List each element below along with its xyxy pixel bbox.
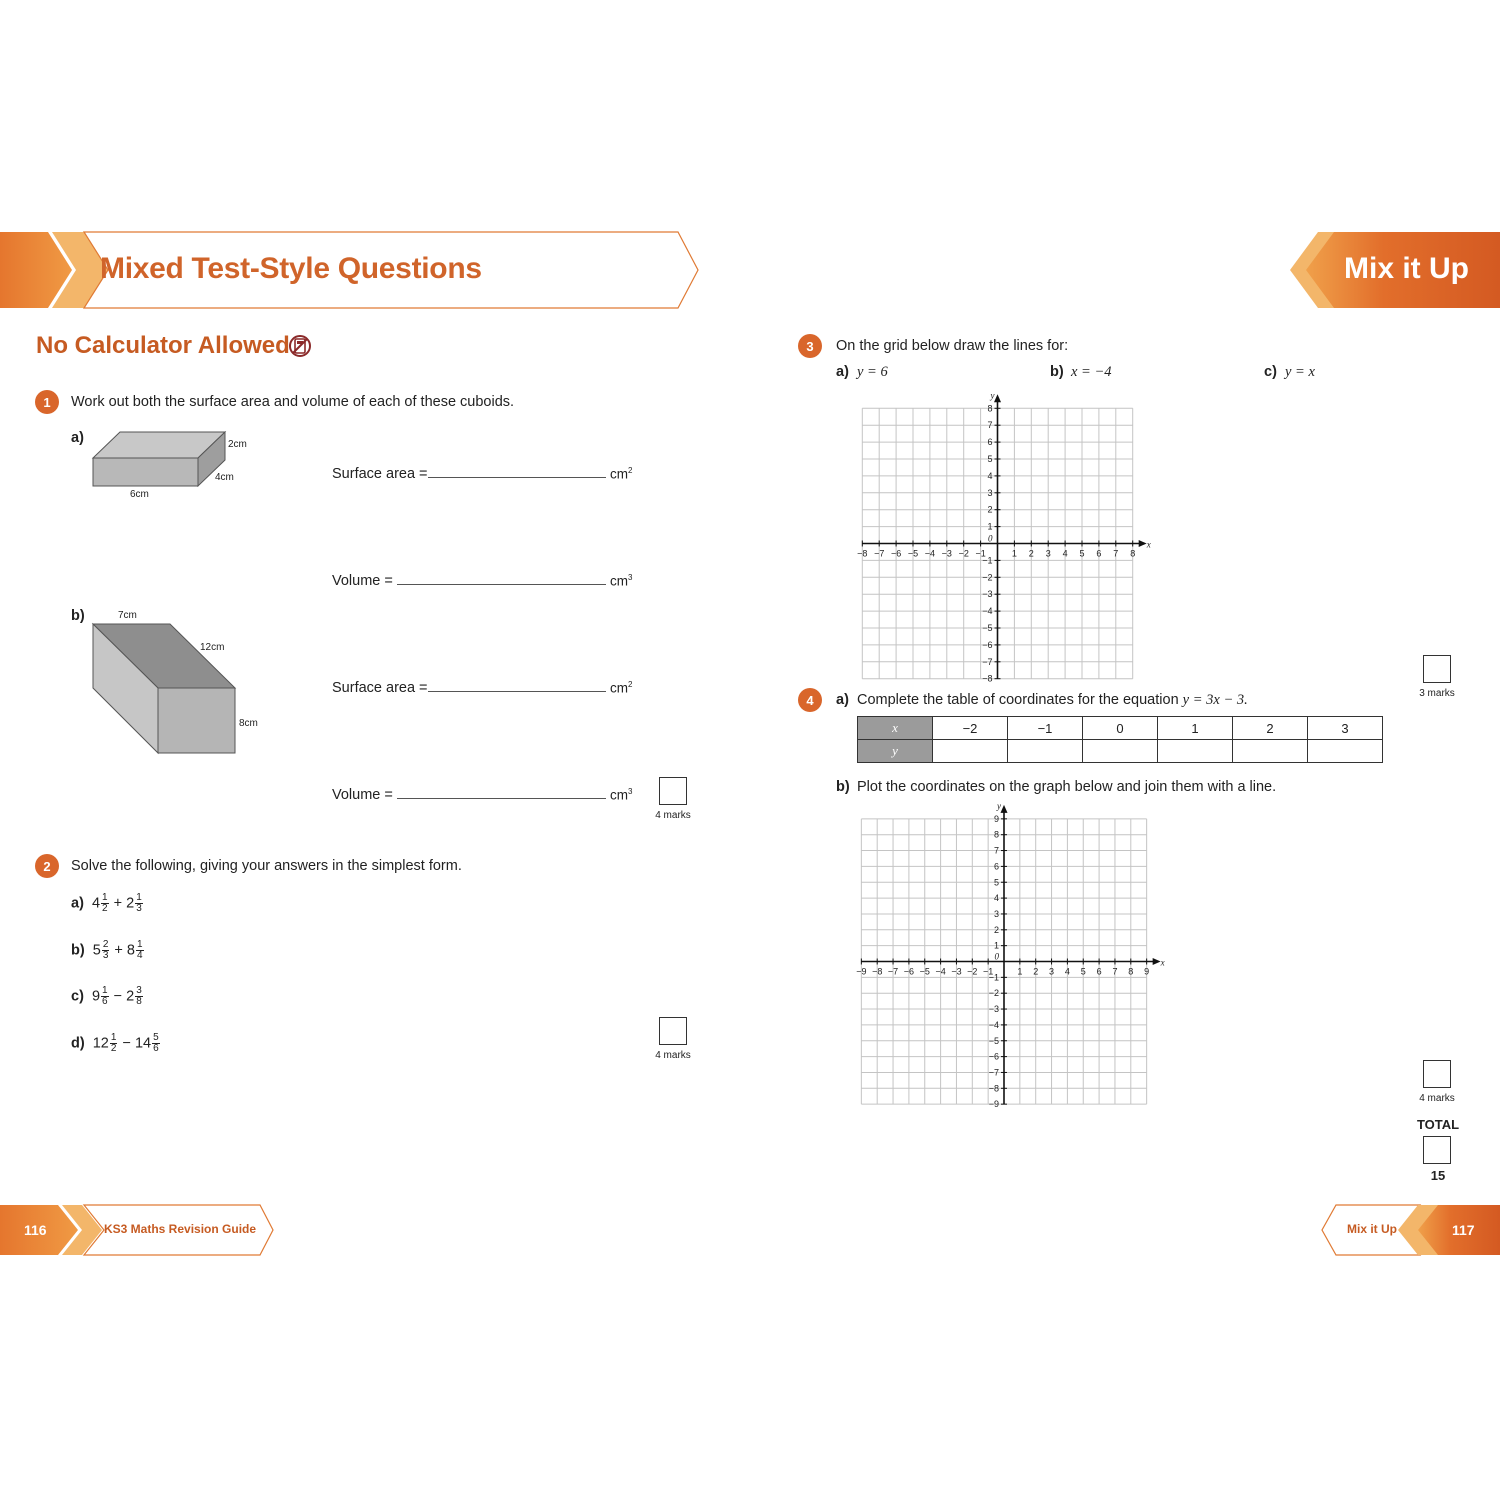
q4-equation: y = 3x − 3. xyxy=(1182,692,1248,708)
x-tick-label: 4 xyxy=(1064,966,1070,977)
q4-marks: 4 marks xyxy=(1419,1093,1455,1104)
x-tick-label: 2 xyxy=(1033,966,1039,977)
q3-part-b-eq: x = −4 xyxy=(1071,364,1112,380)
x-tick-label: −4 xyxy=(935,966,946,977)
cuboid-a-diagram xyxy=(88,425,268,505)
x-tick-label: 9 xyxy=(1144,966,1150,977)
q4-part-b-text: Plot the coordinates on the graph below and join them with a line. xyxy=(857,779,1277,795)
x-tick-label: −3 xyxy=(951,966,962,977)
question-number-3: 3 xyxy=(798,334,822,358)
x-tick-label: 3 xyxy=(1045,548,1051,559)
x-tick-label: 5 xyxy=(1079,548,1085,559)
table-cell-y-input[interactable] xyxy=(1083,740,1158,763)
y-tick-label: −2 xyxy=(982,572,993,583)
table-cell-x: 3 xyxy=(1308,717,1383,740)
y-tick-label: −3 xyxy=(988,1004,999,1015)
q4-coordinate-grid[interactable] xyxy=(850,797,1168,1107)
page-number-right: 117 xyxy=(1452,1222,1475,1238)
q4-part-b-label: b) xyxy=(836,779,850,795)
volume-answer-a[interactable] xyxy=(397,584,606,585)
footer-left-text: KS3 Maths Revision Guide xyxy=(104,1222,257,1236)
x-tick-label: 1 xyxy=(1017,966,1023,977)
q3-part-b-label: b) xyxy=(1050,364,1064,380)
q4-part-a-label: a) xyxy=(836,692,849,708)
fraction: $\frac{1}{2}$ xyxy=(110,1032,117,1054)
table-cell-y-input[interactable] xyxy=(1308,740,1383,763)
page-title: Mixed Test-Style Questions xyxy=(100,252,482,285)
q3-part-a-label: a) xyxy=(836,364,849,380)
y-tick-label: −5 xyxy=(988,1035,999,1046)
origin-label: 0 xyxy=(994,951,999,962)
fraction: $\frac{1}{2}$ xyxy=(102,892,108,914)
y-tick-label: 5 xyxy=(987,454,993,464)
fraction-question-b: b) 5 $\frac{2}{3}$ + 8 $\frac{1}{4}$ xyxy=(71,939,143,961)
cuboid-a-height-label: 2cm xyxy=(228,439,247,450)
y-tick-label: −2 xyxy=(988,988,999,999)
y-tick-label: −1 xyxy=(982,555,993,566)
q1-mark-box[interactable] xyxy=(659,777,687,805)
x-tick-label: −3 xyxy=(941,548,952,559)
volume-label-a: Volume = xyxy=(332,573,393,589)
y-axis-arrow xyxy=(1001,805,1008,813)
y-tick-label: 9 xyxy=(993,813,999,824)
x-tick-label: −7 xyxy=(887,966,899,977)
table-cell-x: −2 xyxy=(933,717,1008,740)
y-tick-label: −8 xyxy=(982,673,993,684)
total-mark-box[interactable] xyxy=(1423,1136,1451,1164)
question-number-1: 1 xyxy=(35,390,59,414)
y-tick-label: 8 xyxy=(993,829,999,840)
surface-area-answer-b[interactable] xyxy=(428,691,606,692)
y-tick-label: −6 xyxy=(988,1051,999,1062)
footer-right-text: Mix it Up xyxy=(1347,1222,1397,1236)
y-tick-label: −3 xyxy=(982,589,993,600)
x-axis-label: x xyxy=(1146,539,1151,550)
volume-label-b: Volume = xyxy=(332,787,393,803)
x-tick-label: −1 xyxy=(975,548,986,559)
cuboid-b-length-label: 12cm xyxy=(200,642,225,653)
x-tick-label: −5 xyxy=(907,548,919,559)
cuboid-b-front xyxy=(158,688,235,753)
x-tick-label: −4 xyxy=(924,548,936,559)
x-axis-arrow xyxy=(1139,540,1147,547)
y-tick-label: 3 xyxy=(987,487,993,498)
y-tick-label: 1 xyxy=(993,940,999,951)
page-number-left: 116 xyxy=(24,1222,47,1238)
x-tick-label: −9 xyxy=(856,966,867,977)
y-axis-label: y xyxy=(997,800,1001,811)
x-tick-label: 1 xyxy=(1011,548,1017,559)
origin-label: 0 xyxy=(988,533,993,544)
question-number-2: 2 xyxy=(35,854,59,878)
x-tick-label: 4 xyxy=(1062,548,1068,559)
x-tick-label: −2 xyxy=(958,548,969,559)
y-axis-arrow xyxy=(994,394,1001,402)
q3-mark-box[interactable] xyxy=(1423,655,1451,683)
question-1-text: Work out both the surface area and volume of each of these cuboids. xyxy=(71,394,515,410)
x-tick-label: −2 xyxy=(967,966,978,977)
y-tick-label: −4 xyxy=(982,606,993,617)
cuboid-b-height-label: 8cm xyxy=(239,718,258,729)
x-axis-label: x xyxy=(1160,957,1165,968)
y-tick-label: 1 xyxy=(987,521,993,532)
q2-marks: 4 marks xyxy=(655,1050,691,1061)
no-calculator-icon xyxy=(288,334,312,358)
surface-area-label-b: Surface area = xyxy=(332,680,428,696)
q3-part-c-label: c) xyxy=(1264,364,1277,380)
table-cell-y-input[interactable] xyxy=(1233,740,1308,763)
unit-cm3-b: $cm^3$ xyxy=(610,787,633,803)
q3-part-a-eq: y = 6 xyxy=(857,364,888,380)
y-tick-label: 6 xyxy=(987,437,993,448)
fraction-question-d: d) 12 $\frac{1}{2}$ − 14 $\frac{5}{6}$ xyxy=(71,1032,159,1054)
y-tick-label: −6 xyxy=(982,639,993,650)
q1-marks: 4 marks xyxy=(655,810,691,821)
fraction: $\frac{1}{4}$ xyxy=(136,939,143,961)
total-label: TOTAL xyxy=(1416,1117,1460,1132)
fraction-question-a: a) 4 $\frac{1}{2}$ + 2 $\frac{1}{3}$ xyxy=(71,892,142,914)
surface-area-answer-a[interactable] xyxy=(428,477,606,478)
y-tick-label: −8 xyxy=(988,1083,999,1094)
unit-cm3-a: $cm^3$ xyxy=(610,573,633,589)
fraction-question-label: c) xyxy=(71,988,84,1005)
table-row-x xyxy=(858,717,1383,740)
x-tick-label: 7 xyxy=(1113,548,1119,559)
table-cell-y-input[interactable] xyxy=(1158,740,1233,763)
surface-area-label-a: Surface area = xyxy=(332,466,428,482)
x-axis-arrow xyxy=(1153,958,1161,965)
cuboid-b-diagram xyxy=(88,618,248,758)
y-tick-label: 7 xyxy=(993,845,999,856)
x-tick-label: 3 xyxy=(1049,966,1055,977)
fraction-question-label: d) xyxy=(71,1035,85,1052)
cuboid-a-front xyxy=(93,458,198,486)
table-cell-x: −1 xyxy=(1008,717,1083,740)
x-tick-label: −8 xyxy=(857,548,868,559)
y-tick-label: −4 xyxy=(988,1019,999,1030)
cuboid-b-top-label: 7cm xyxy=(118,610,137,621)
page-title-right: Mix it Up xyxy=(1344,252,1469,285)
y-tick-label: 5 xyxy=(993,877,999,888)
y-tick-label: 3 xyxy=(993,908,999,919)
y-tick-label: 6 xyxy=(993,861,999,872)
q4-mark-box[interactable] xyxy=(1423,1060,1451,1088)
x-tick-label: 5 xyxy=(1080,966,1086,977)
y-tick-label: 2 xyxy=(993,924,999,935)
table-cell-y-input[interactable] xyxy=(933,740,1008,763)
unit-cm2-a: $cm^2$ xyxy=(610,466,633,482)
x-tick-label: −6 xyxy=(890,548,902,559)
question-2-text: Solve the following, giving your answers in the simplest form. xyxy=(71,858,462,874)
cuboid-a-depth-label: 4cm xyxy=(215,472,234,483)
fraction: $\frac{3}{8}$ xyxy=(136,985,142,1007)
q4-part-a-text: Complete the table of coordinates for the equation y = 3x − 3. xyxy=(857,692,1248,708)
q3-marks: 3 marks xyxy=(1419,688,1455,699)
total-value: 15 xyxy=(1430,1168,1446,1183)
q1-part-b-label: b) xyxy=(71,608,85,624)
volume-answer-b[interactable] xyxy=(397,798,606,799)
coordinate-table xyxy=(857,716,1383,763)
fraction: $\frac{1}{6}$ xyxy=(102,985,108,1007)
fraction: $\frac{5}{6}$ xyxy=(153,1032,159,1054)
x-tick-label: −7 xyxy=(874,548,885,559)
x-tick-label: −5 xyxy=(919,966,930,977)
q3-coordinate-grid[interactable] xyxy=(850,388,1160,684)
cuboid-a-width-label: 6cm xyxy=(130,489,149,500)
x-tick-label: −6 xyxy=(903,966,915,977)
y-tick-label: 4 xyxy=(987,470,993,481)
y-tick-label: −7 xyxy=(982,656,993,667)
y-tick-label: 8 xyxy=(987,403,993,414)
y-tick-label: 4 xyxy=(993,893,999,904)
fraction-question-c: c) 9 $\frac{1}{6}$ − 2 $\frac{3}{8}$ xyxy=(71,985,142,1007)
table-row-y xyxy=(858,740,1383,763)
x-tick-label: 8 xyxy=(1128,966,1134,977)
table-cell-x: 2 xyxy=(1233,717,1308,740)
table-cell-y-input[interactable] xyxy=(1008,740,1083,763)
table-cell-x: 1 xyxy=(1158,717,1233,740)
x-tick-label: 7 xyxy=(1112,966,1118,977)
question-3-text: On the grid below draw the lines for: xyxy=(836,338,1069,354)
x-tick-label: 6 xyxy=(1096,966,1102,977)
y-tick-label: 2 xyxy=(987,504,993,515)
x-tick-label: 2 xyxy=(1028,548,1034,559)
table-cell-x: 0 xyxy=(1083,717,1158,740)
q1-part-a-label: a) xyxy=(71,430,84,446)
y-tick-label: 7 xyxy=(987,420,993,431)
x-tick-label: 8 xyxy=(1130,548,1136,559)
unit-cm2-b: $cm^2$ xyxy=(610,680,633,696)
table-head-x: x xyxy=(858,717,933,740)
y-tick-label: −5 xyxy=(982,623,993,633)
x-tick-label: −1 xyxy=(983,966,994,977)
question-number-4: 4 xyxy=(798,688,822,712)
section-title: No Calculator Allowed xyxy=(36,332,290,359)
fraction: $\frac{1}{3}$ xyxy=(136,892,142,914)
y-tick-label: −7 xyxy=(988,1067,999,1078)
y-tick-label: −9 xyxy=(988,1099,999,1107)
y-axis-label: y xyxy=(990,390,995,401)
q2-mark-box[interactable] xyxy=(659,1017,687,1045)
table-head-y: y xyxy=(858,740,933,763)
q3-part-c-eq: y = x xyxy=(1285,364,1315,380)
x-tick-label: −8 xyxy=(872,966,883,977)
fraction-question-label: b) xyxy=(71,942,85,959)
fraction-question-label: a) xyxy=(71,895,84,912)
y-tick-label: −1 xyxy=(988,972,999,983)
fraction: $\frac{2}{3}$ xyxy=(102,939,109,961)
x-tick-label: 6 xyxy=(1096,548,1102,559)
